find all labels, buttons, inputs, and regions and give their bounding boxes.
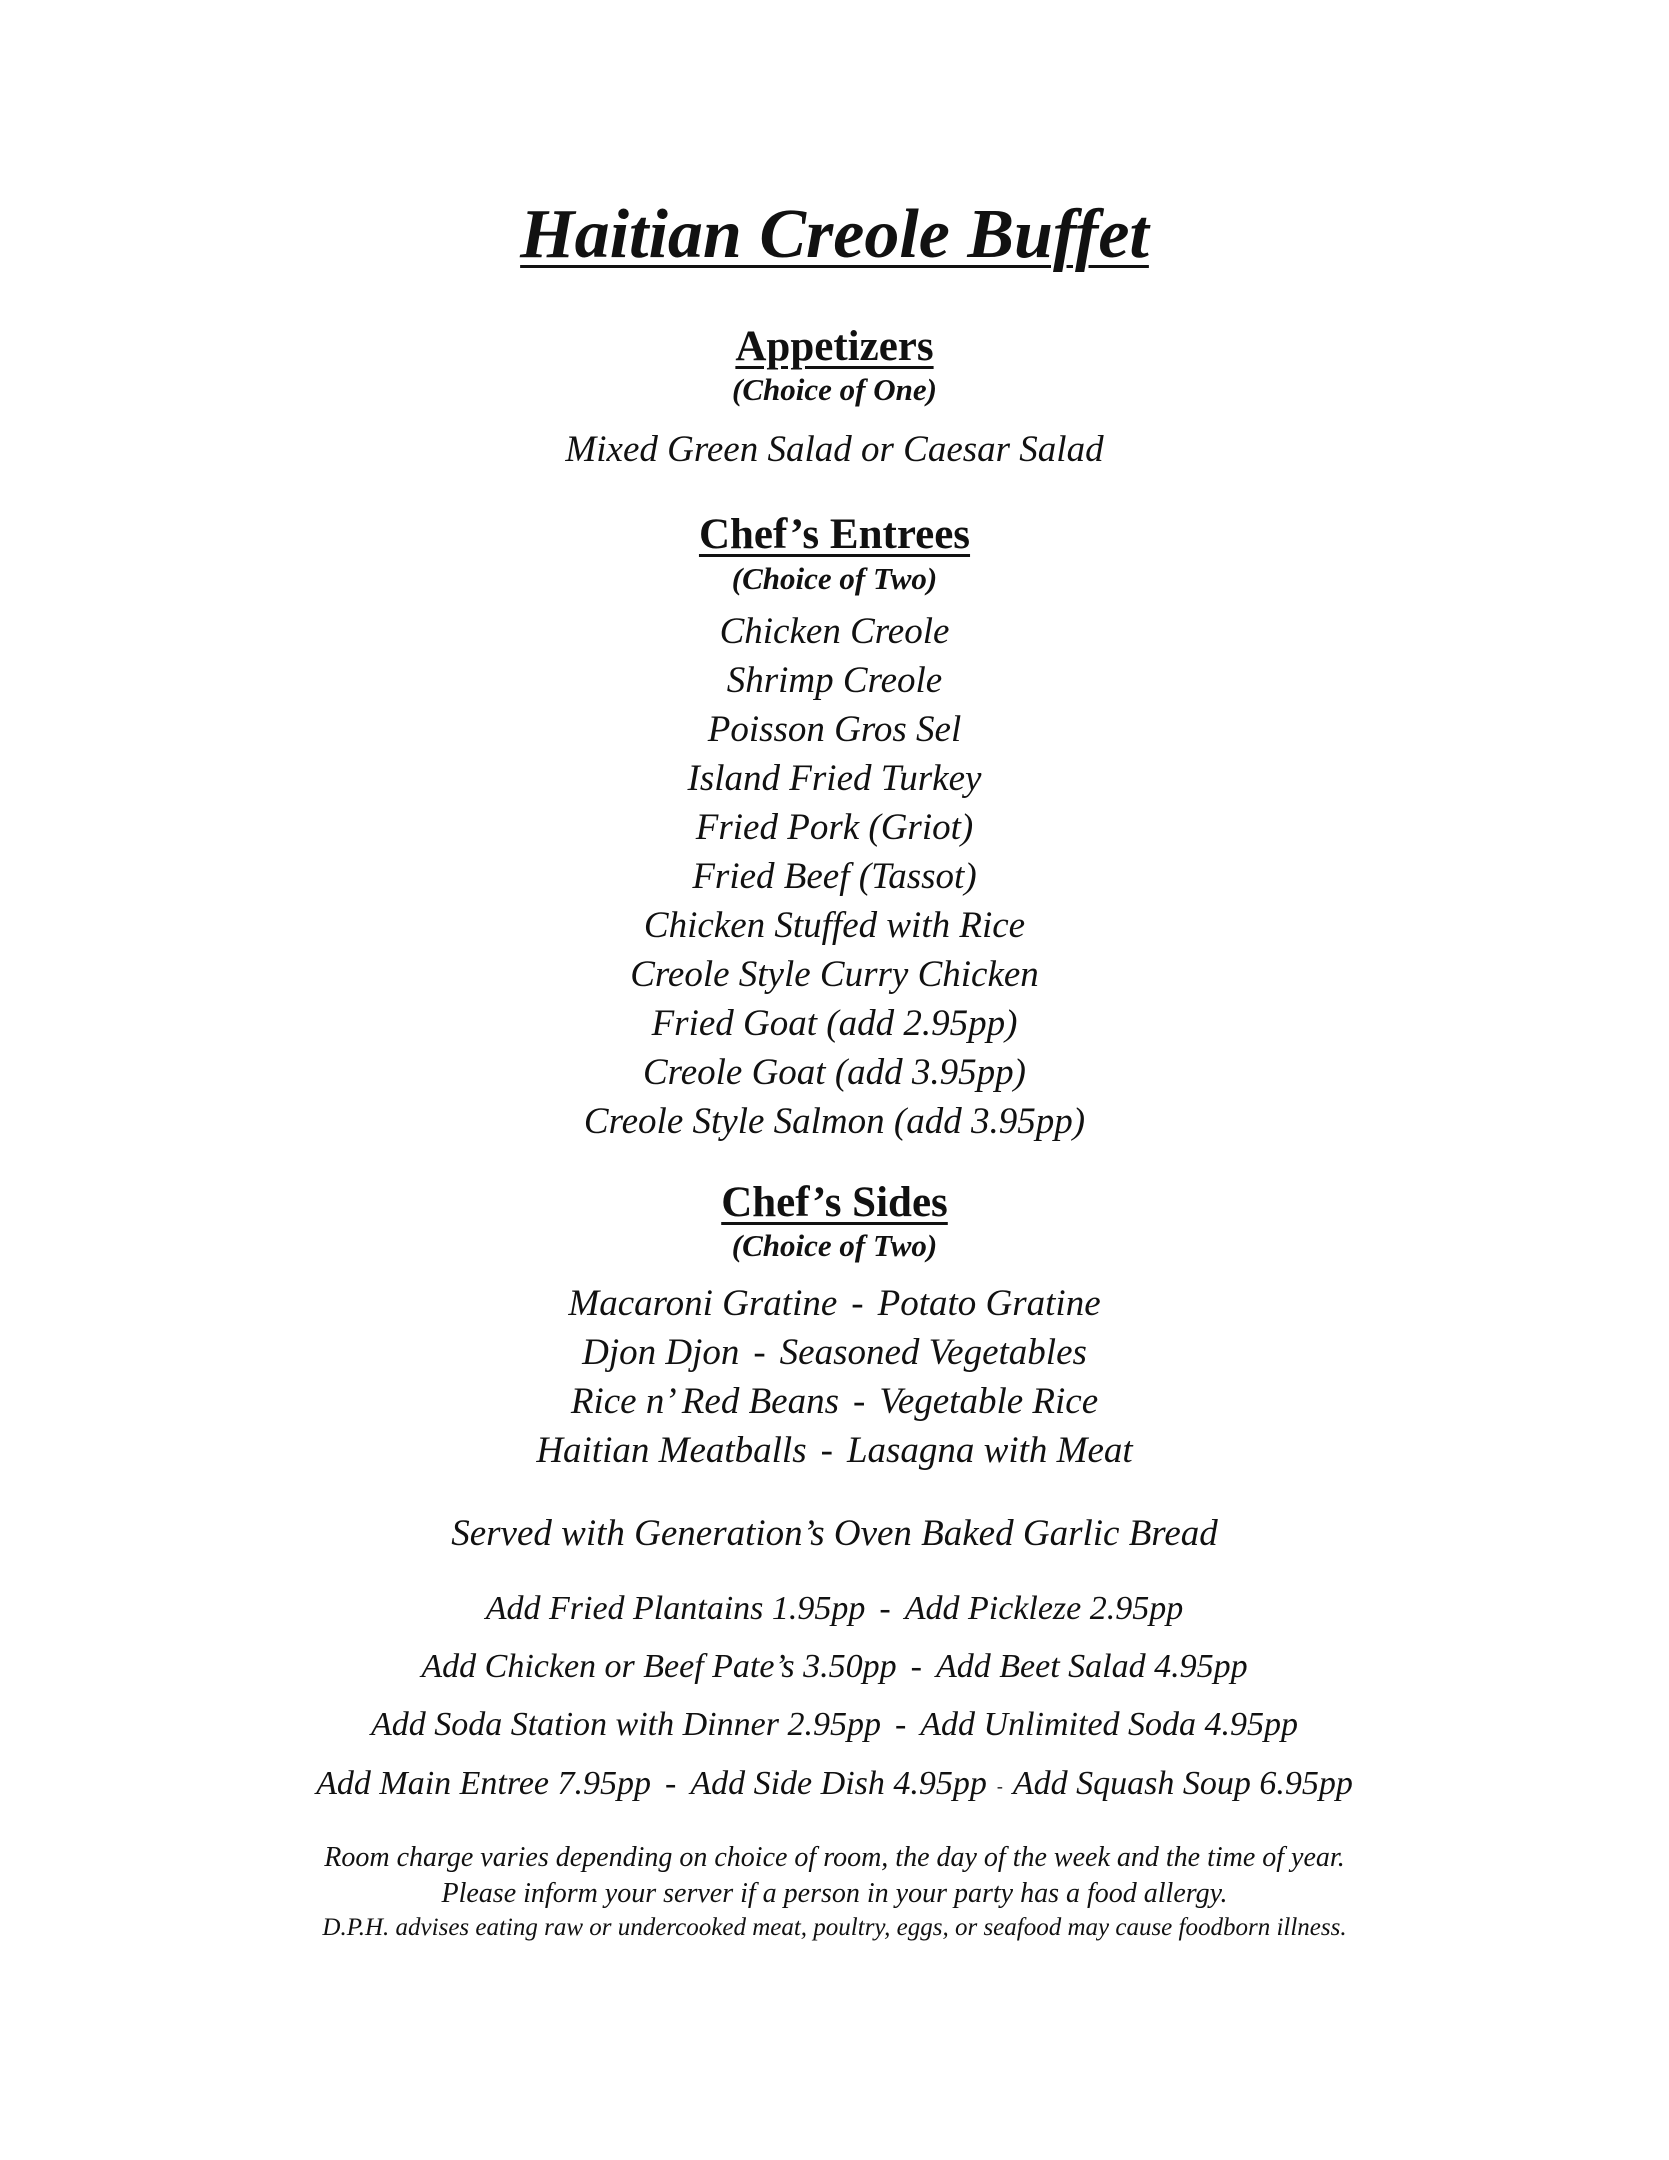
addon-item: Add Unlimited Soda 4.95pp bbox=[920, 1706, 1299, 1743]
sides-choice: (Choice of Two) bbox=[731, 1228, 938, 1263]
entree-item: Fried Pork (Griot) bbox=[695, 807, 974, 848]
addon-item: Add Pickleze 2.95pp bbox=[904, 1590, 1184, 1627]
entree-item: Island Fried Turkey bbox=[687, 758, 982, 799]
sides-heading: Chef’s Sides bbox=[721, 1179, 948, 1226]
side-item: Lasagna with Meat bbox=[846, 1430, 1133, 1471]
entree-item: Fried Beef (Tassot) bbox=[692, 856, 977, 897]
sides-row bbox=[0, 1282, 1669, 1325]
entree-item: Creole Goat (add 3.95pp) bbox=[643, 1052, 1026, 1093]
appetizers-heading: Appetizers bbox=[735, 323, 934, 370]
appetizer-item: Mixed Green Salad or Caesar Salad bbox=[565, 429, 1104, 470]
addon-row bbox=[0, 1765, 1669, 1803]
entree-item: Chicken Creole bbox=[719, 611, 950, 652]
entree-item: Creole Style Curry Chicken bbox=[630, 954, 1039, 995]
entree-item: Chicken Stuffed with Rice bbox=[643, 905, 1026, 946]
entrees-choice: (Choice of Two) bbox=[731, 561, 938, 596]
addon-row bbox=[0, 1648, 1669, 1686]
addon-row bbox=[0, 1706, 1669, 1744]
separator: - bbox=[910, 1648, 922, 1685]
side-item: Seasoned Vegetables bbox=[779, 1332, 1087, 1373]
menu-title: Haitian Creole Buffet bbox=[520, 196, 1149, 273]
entrees-heading: Chef’s Entrees bbox=[698, 511, 971, 558]
side-item: Potato Gratine bbox=[877, 1283, 1101, 1324]
side-item: Djon Djon bbox=[582, 1332, 740, 1373]
separator: - bbox=[879, 1590, 891, 1627]
appetizers-choice: (Choice of One) bbox=[732, 372, 937, 407]
addon-item: Add Soda Station with Dinner 2.95pp bbox=[370, 1706, 881, 1743]
addon-item: Add Beet Salad 4.95pp bbox=[935, 1648, 1248, 1685]
separator: - bbox=[753, 1332, 766, 1373]
entree-item: Poisson Gros Sel bbox=[707, 709, 962, 750]
separator: - bbox=[996, 1775, 1003, 1796]
entree-item: Creole Style Salmon (add 3.95pp) bbox=[583, 1101, 1086, 1142]
addon-item: Add Fried Plantains 1.95pp bbox=[485, 1590, 866, 1627]
addon-item: Add Main Entree 7.95pp bbox=[316, 1765, 652, 1802]
side-item: Vegetable Rice bbox=[879, 1381, 1099, 1422]
addon-item: Add Chicken or Beef Pate’s 3.50pp bbox=[421, 1648, 897, 1685]
served-with-line: Served with Generation’s Oven Baked Garlic Bread bbox=[451, 1513, 1218, 1554]
separator: - bbox=[894, 1706, 907, 1743]
separator: - bbox=[665, 1765, 677, 1802]
entree-item: Fried Goat (add 2.95pp) bbox=[651, 1003, 1018, 1044]
footer-note: Room charge varies depending on choice of room, the day of the week and the time of year. bbox=[324, 1842, 1345, 1873]
sides-row bbox=[0, 1331, 1669, 1374]
separator: - bbox=[820, 1430, 833, 1471]
addon-item: Add Side Dish 4.95pp bbox=[690, 1765, 987, 1802]
side-item: Rice n’ Red Beans bbox=[570, 1381, 839, 1422]
sides-row bbox=[0, 1429, 1669, 1472]
footer-note: Please inform your server if a person in your party has a food allergy. bbox=[441, 1878, 1228, 1909]
side-item: Haitian Meatballs bbox=[536, 1430, 807, 1471]
entree-item: Shrimp Creole bbox=[726, 660, 943, 701]
sides-row bbox=[0, 1380, 1669, 1423]
addon-row bbox=[0, 1590, 1669, 1628]
separator: - bbox=[851, 1283, 864, 1324]
side-item: Macaroni Gratine bbox=[568, 1283, 838, 1324]
addon-item: Add Squash Soup 6.95pp bbox=[1012, 1765, 1353, 1802]
footer-note: D.P.H. advises eating raw or undercooked meat, poultry, eggs, or seafood may cause foodborn illness. bbox=[322, 1914, 1347, 1941]
separator: - bbox=[853, 1381, 866, 1422]
